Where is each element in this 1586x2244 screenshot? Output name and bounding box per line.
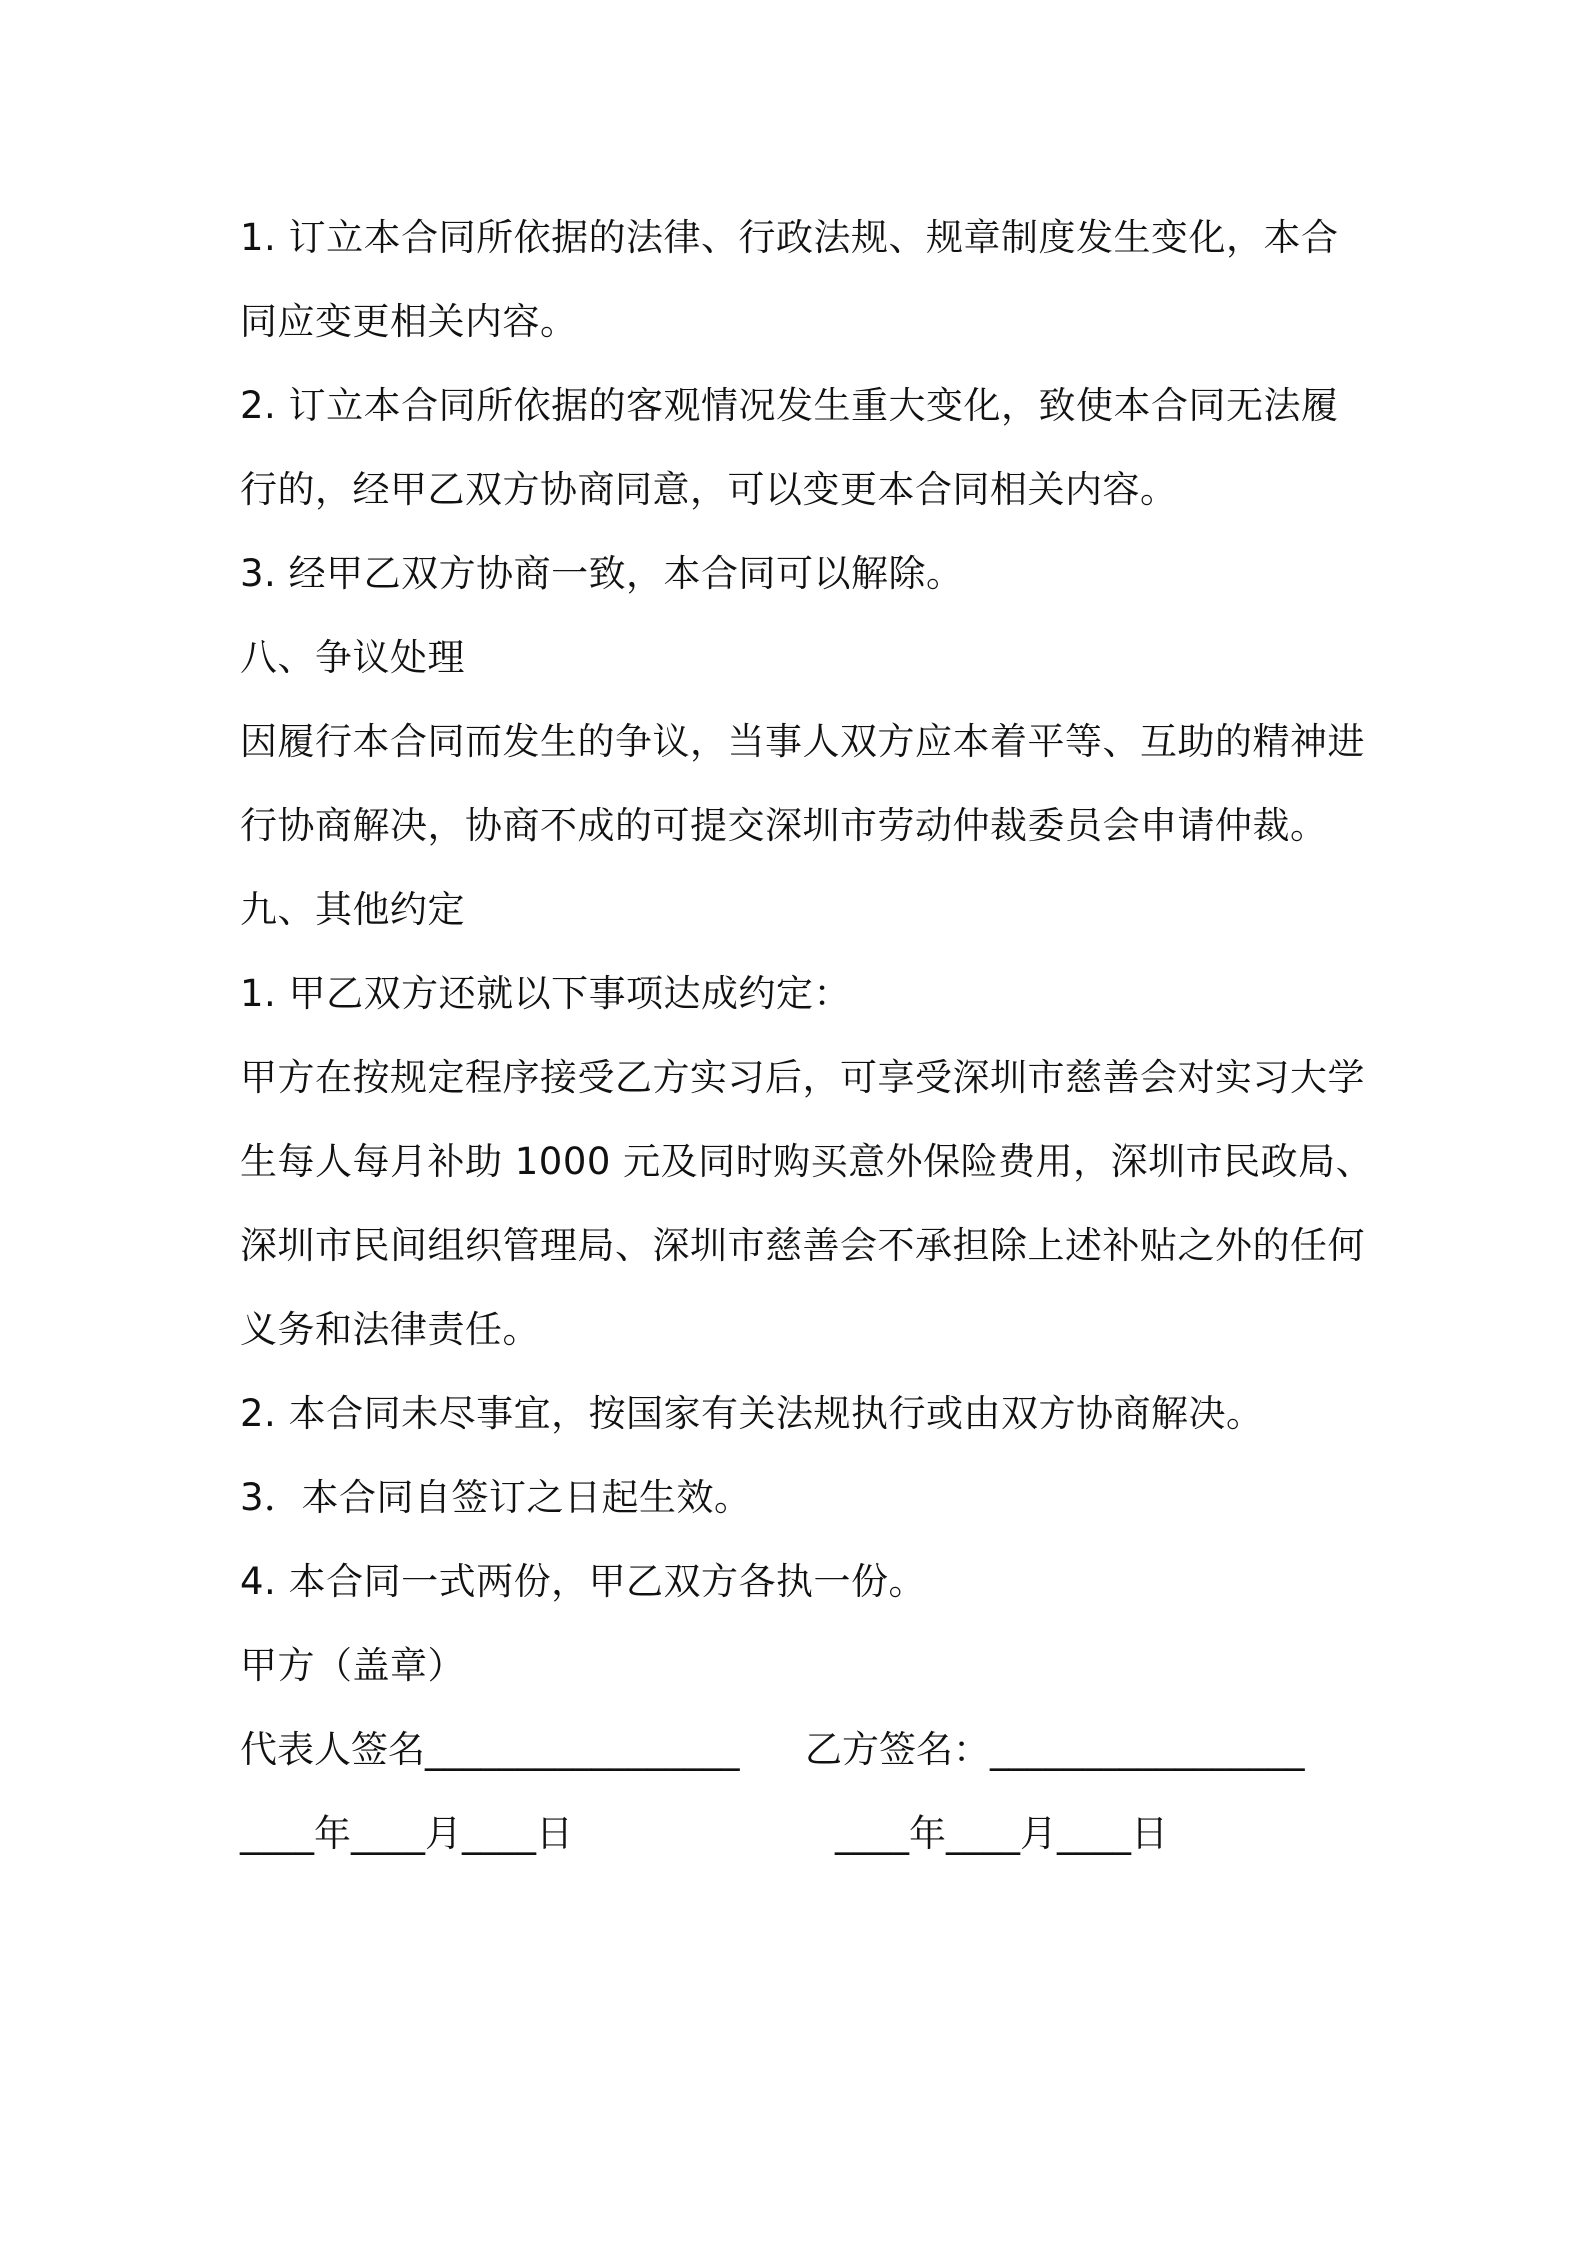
document-body (240, 196, 1374, 1876)
clause-line: 4. 本合同一式两份，甲乙双方各执一份。 (240, 1560, 927, 1603)
clause-line: 1. 订立本合同所依据的法律、行政法规、规章制度发生变化，本合 (240, 216, 1339, 259)
clause-line: 深圳市民间组织管理局、深圳市慈善会不承担除上述补贴之外的任何 (240, 1224, 1365, 1267)
clause-line: 3．本合同自签订之日起生效。 (240, 1476, 752, 1519)
signature-row (240, 1708, 1355, 1792)
party-b-signature[interactable]: 乙方签名：_________________ (805, 1728, 1305, 1771)
section-heading: 九、其他约定 (240, 888, 465, 931)
clause-line: 1. 甲乙双方还就以下事项达成约定： (240, 972, 852, 1015)
clause-line: 2. 本合同未尽事宜，按国家有关法规执行或由双方协商解决。 (240, 1392, 1264, 1435)
clause-line: 因履行本合同而发生的争议，当事人双方应本着平等、互助的精神进 (240, 720, 1365, 763)
section-heading: 八、争议处理 (240, 636, 465, 679)
party-a-representative-signature[interactable]: 代表人签名_________________ (240, 1728, 740, 1771)
party-a-seal-label: 甲方（盖章） (240, 1644, 465, 1687)
clause-line: 义务和法律责任。 (240, 1308, 540, 1351)
party-b-date[interactable]: ____年____月____日 (835, 1812, 1168, 1855)
clause-line: 行协商解决，协商不成的可提交深圳市劳动仲裁委员会申请仲裁。 (240, 804, 1328, 847)
clause-line: 同应变更相关内容。 (240, 300, 578, 343)
party-a-date[interactable]: ____年____月____日 (240, 1812, 573, 1855)
clause-line: 2. 订立本合同所依据的客观情况发生重大变化，致使本合同无法履 (240, 384, 1339, 427)
clause-line: 生每人每月补助 1000 元及同时购买意外保险费用，深圳市民政局、 (240, 1140, 1374, 1183)
clause-line: 甲方在按规定程序接受乙方实习后，可享受深圳市慈善会对实习大学 (240, 1056, 1365, 1099)
date-row (240, 1792, 1355, 1876)
clause-line: 行的，经甲乙双方协商同意，可以变更本合同相关内容。 (240, 468, 1178, 511)
clause-line: 3. 经甲乙双方协商一致，本合同可以解除。 (240, 552, 964, 595)
